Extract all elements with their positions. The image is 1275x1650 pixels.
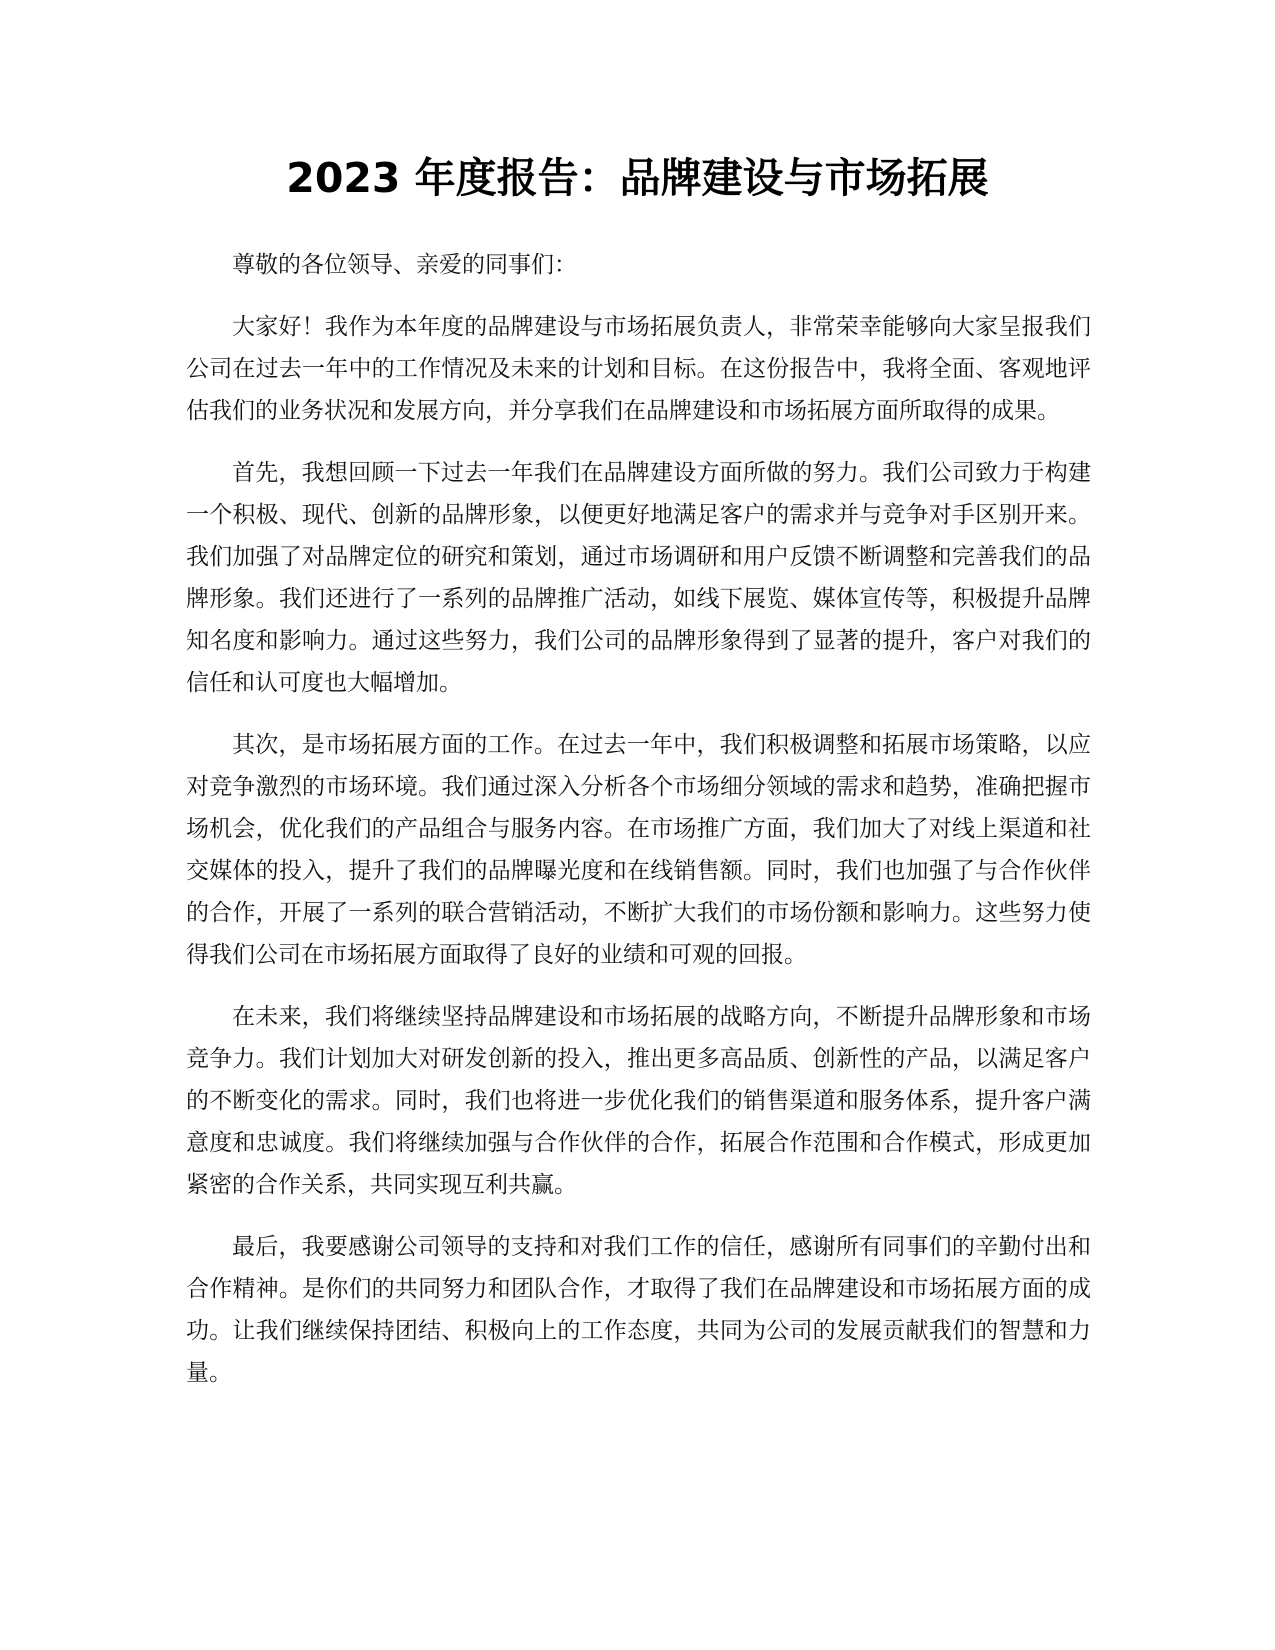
paragraph-market-expansion: 其次，是市场拓展方面的工作。在过去一年中，我们积极调整和拓展市场策略，以应对竞争激烈的市场环境。我们通过深入分析各个市场细分领域的需求和趋势，准确把握市场机会，优化我们的产品组合与服务内容。在市场推广方面，我们加大了对线上渠道和社交媒体的投入，提升了我们的品牌曝光度和在线销售额。同时，我们也加强了与合作伙伴的合作，开展了一系列的联合营销活动，不断扩大我们的市场份额和影响力。这些努力使得我们公司在市场拓展方面取得了良好的业绩和可观的回报。 [186,732,1091,968]
paragraph-future-plans: 在未来，我们将继续坚持品牌建设和市场拓展的战略方向，不断提升品牌形象和市场竞争力。我们计划加大对研发创新的投入，推出更多高品质、创新性的产品，以满足客户的不断变化的需求。同时，我们也将进一步优化我们的销售渠道和服务体系，提升客户满意度和忠诚度。我们将继续加强与合作伙伴的合作，拓展合作范围和合作模式，形成更加紧密的合作关系，共同实现互利共赢。 [186,1004,1091,1198]
paragraph-intro: 大家好！我作为本年度的品牌建设与市场拓展负责人，非常荣幸能够向大家呈报我们公司在过去一年中的工作情况及未来的计划和目标。在这份报告中，我将全面、客观地评估我们的业务状况和发展方向，并分享我们在品牌建设和市场拓展方面所取得的成果。 [186,314,1091,424]
document-body [186,244,1091,1414]
document-title: 2023 年度报告：品牌建设与市场拓展 [286,154,989,202]
salutation: 尊敬的各位领导、亲爱的同事们： [232,252,577,278]
paragraph-closing: 最后，我要感谢公司领导的支持和对我们工作的信任，感谢所有同事们的辛勤付出和合作精神。是你们的共同努力和团队合作，才取得了我们在品牌建设和市场拓展方面的成功。让我们继续保持团结、积极向上的工作态度，共同为公司的发展贡献我们的智慧和力量。 [186,1234,1091,1386]
paragraph-brand-building: 首先，我想回顾一下过去一年我们在品牌建设方面所做的努力。我们公司致力于构建一个积极、现代、创新的品牌形象，以便更好地满足客户的需求并与竞争对手区别开来。我们加强了对品牌定位的研究和策划，通过市场调研和用户反馈不断调整和完善我们的品牌形象。我们还进行了一系列的品牌推广活动，如线下展览、媒体宣传等，积极提升品牌知名度和影响力。通过这些努力，我们公司的品牌形象得到了显著的提升，客户对我们的信任和认可度也大幅增加。 [186,460,1091,696]
